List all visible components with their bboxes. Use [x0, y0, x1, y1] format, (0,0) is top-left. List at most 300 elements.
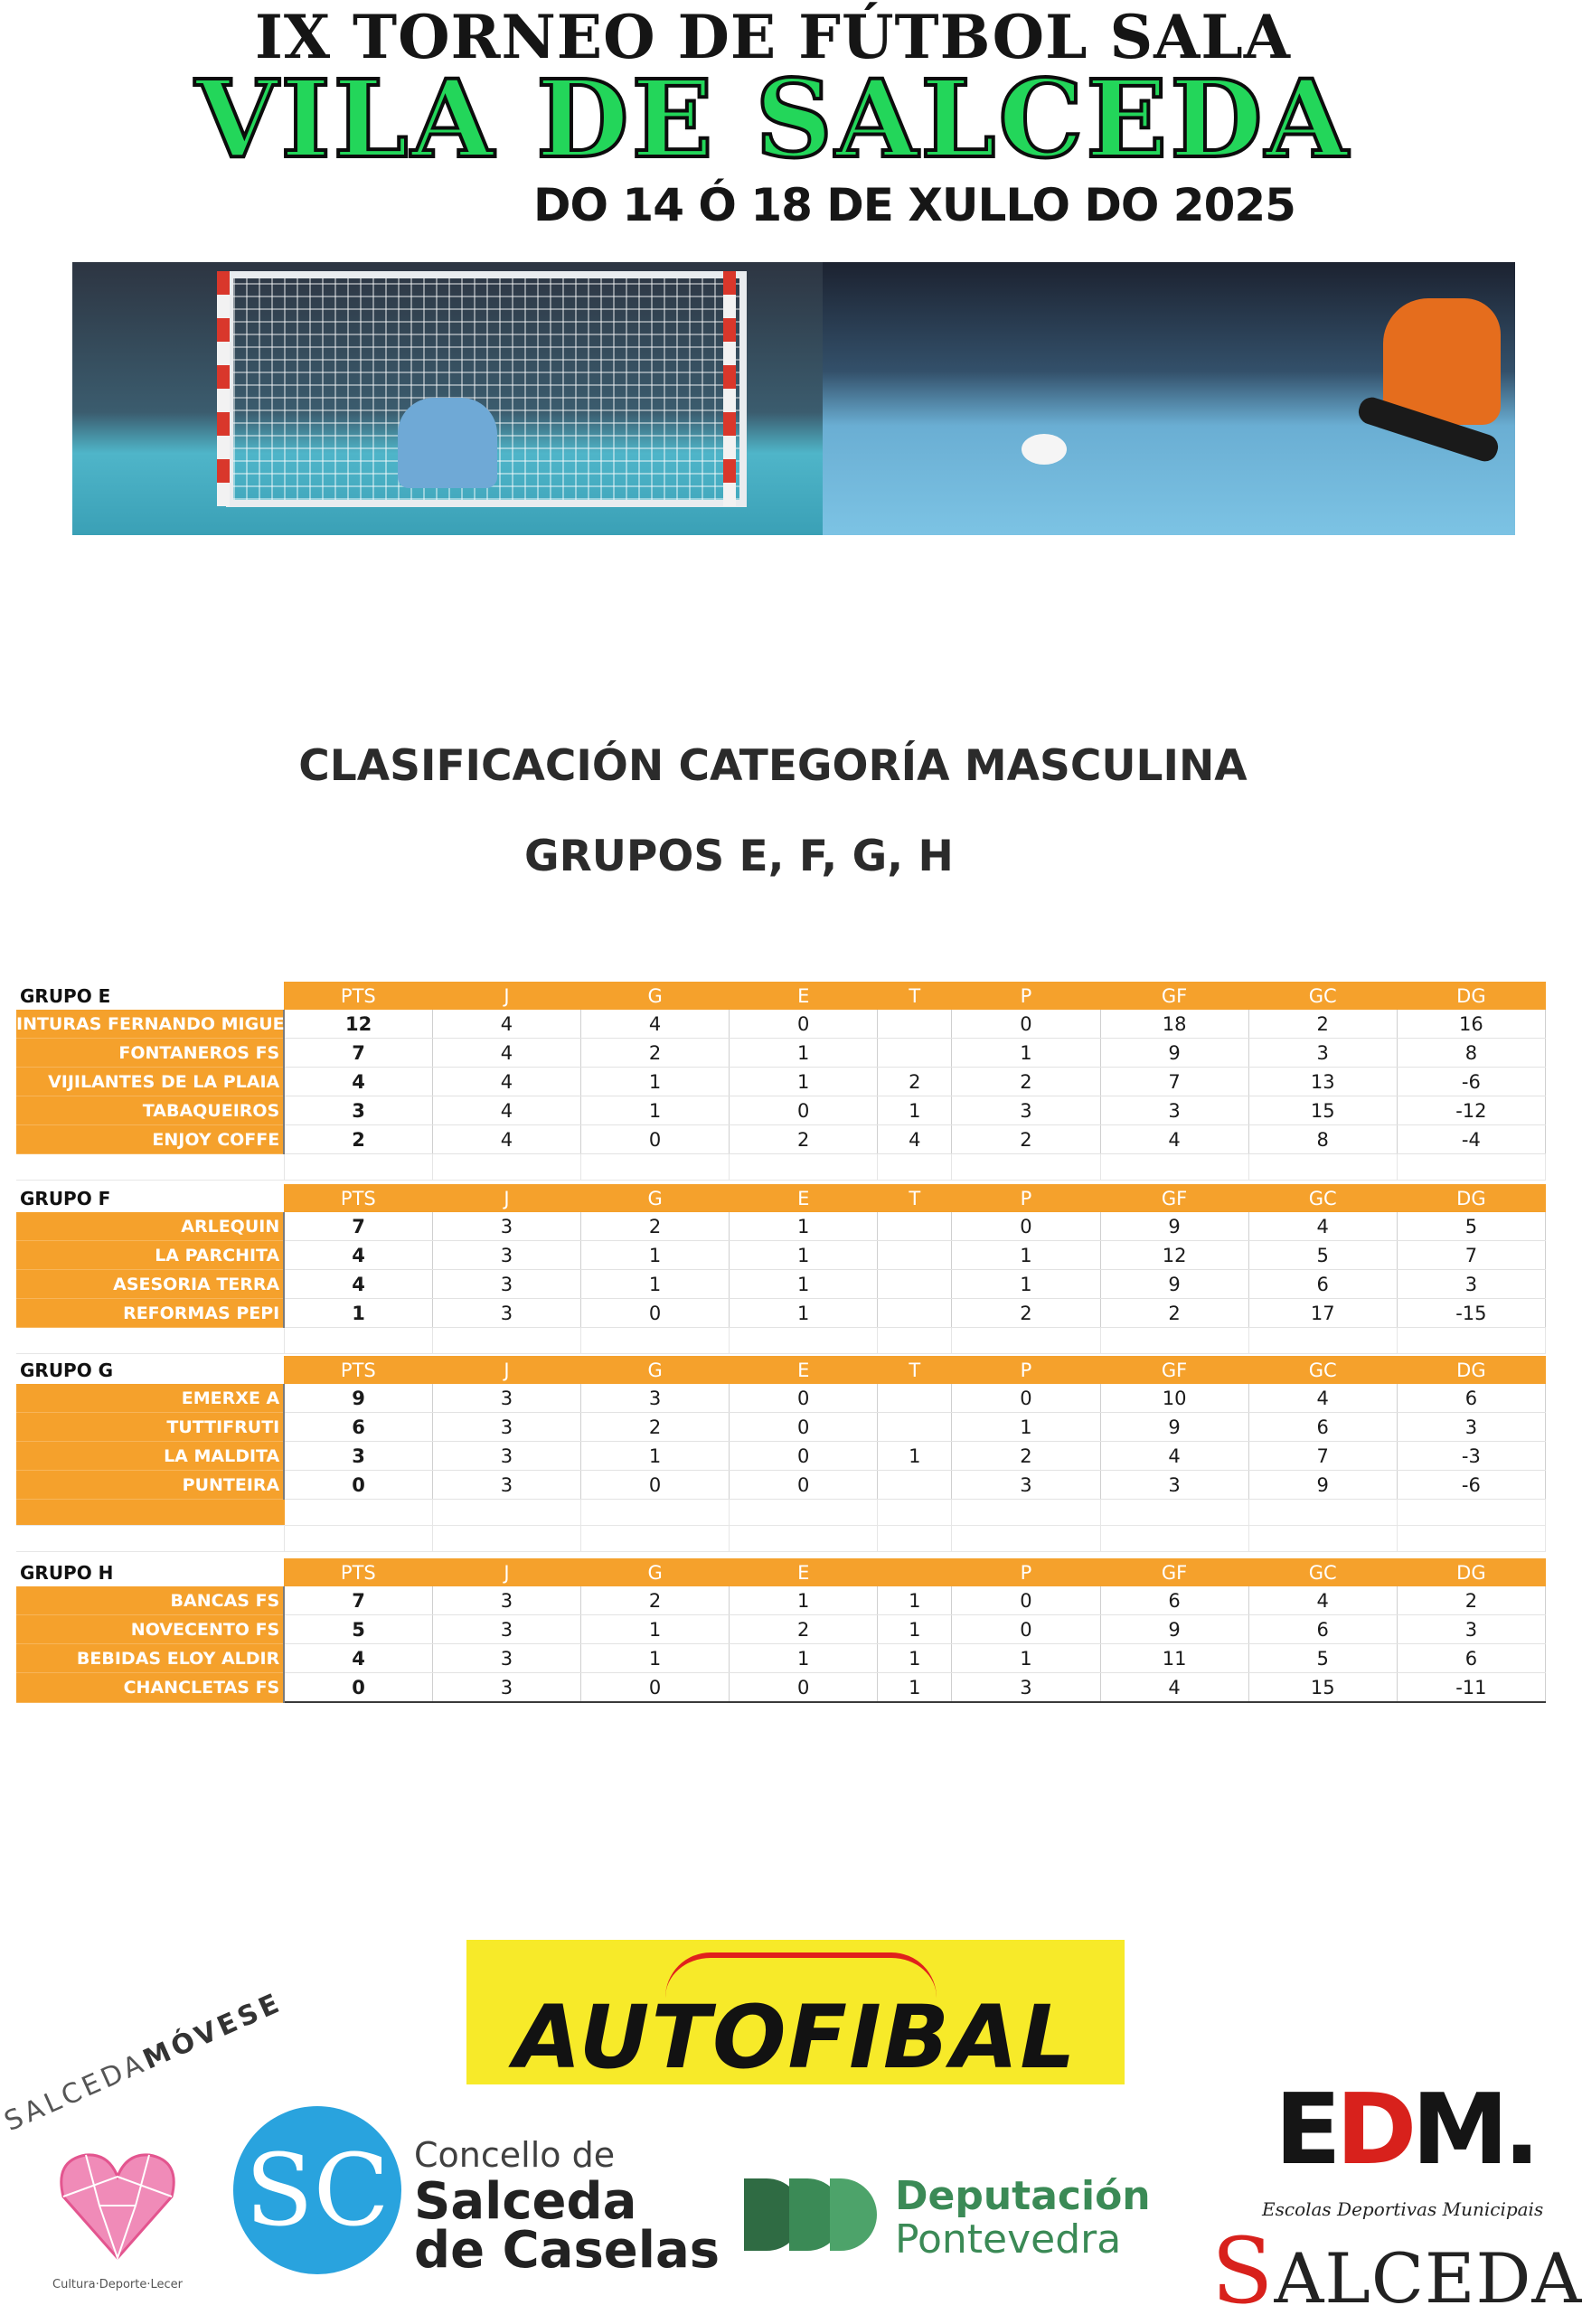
blank-cell — [581, 1500, 730, 1526]
blank-cell — [1248, 1526, 1397, 1552]
table-header-row — [16, 1184, 1546, 1212]
team-name: EMERXE A — [16, 1384, 284, 1413]
cell-g: 0 — [581, 1125, 730, 1154]
cell-pts: 4 — [284, 1241, 432, 1270]
cell-g: 1 — [581, 1068, 730, 1096]
column-header: GF — [1100, 1558, 1248, 1586]
goalkeeper-figure — [398, 398, 497, 488]
group-name: GRUPO G — [16, 1356, 284, 1384]
blank-cell — [284, 1500, 432, 1526]
cell-j: 3 — [432, 1442, 580, 1471]
blank-cell — [1397, 1154, 1545, 1181]
cell-p: 0 — [952, 1615, 1100, 1644]
team-name: PUNTEIRA — [16, 1471, 284, 1500]
blank-row — [16, 1526, 1546, 1552]
cell-j: 4 — [432, 1096, 580, 1125]
cell-gc: 5 — [1248, 1644, 1397, 1673]
cell-dg: 6 — [1397, 1384, 1545, 1413]
cell-t: 1 — [878, 1673, 952, 1703]
cell-dg: 6 — [1397, 1644, 1545, 1673]
edm-salceda-wordmark — [1211, 2218, 1582, 2324]
cell-t — [878, 1212, 952, 1241]
blank-cell — [1100, 1328, 1248, 1354]
table-row — [16, 1471, 1546, 1500]
blank-cell — [1100, 1154, 1248, 1181]
cell-pts: 5 — [284, 1615, 432, 1644]
cell-gf: 2 — [1100, 1299, 1248, 1328]
tournament-title: IX TORNEO DE FÚTBOL SALA — [254, 2, 1292, 72]
cell-e: 1 — [730, 1241, 878, 1270]
blank-cell — [1397, 1500, 1545, 1526]
team-name: LA MALDITA — [16, 1442, 284, 1471]
column-header — [878, 1558, 952, 1586]
cell-pts: 7 — [284, 1586, 432, 1615]
cell-dg: -4 — [1397, 1125, 1545, 1154]
column-header: E — [730, 1184, 878, 1212]
cell-p: 1 — [952, 1270, 1100, 1299]
cell-dg: 16 — [1397, 1010, 1545, 1039]
cell-gc: 6 — [1248, 1615, 1397, 1644]
cell-e: 0 — [730, 1010, 878, 1039]
movese-subtitle: Cultura·Deporte·Lecer — [52, 2278, 183, 2291]
cell-p: 2 — [952, 1299, 1100, 1328]
column-header: GF — [1100, 982, 1248, 1010]
cell-p: 1 — [952, 1241, 1100, 1270]
deputacion-label: Deputación — [895, 2173, 1151, 2219]
cell-t — [878, 1299, 952, 1328]
classification-title: CLASIFICACIÓN CATEGORÍA MASCULINA — [298, 741, 1248, 791]
cell-t — [878, 1039, 952, 1068]
column-header: T — [878, 982, 952, 1010]
cell-j: 4 — [432, 1125, 580, 1154]
table-row — [16, 1241, 1546, 1270]
ball-icon — [1022, 434, 1067, 465]
column-header: PTS — [284, 982, 432, 1010]
column-header: T — [878, 1184, 952, 1212]
cell-g: 2 — [581, 1586, 730, 1615]
cell-g: 3 — [581, 1384, 730, 1413]
cell-e: 0 — [730, 1442, 878, 1471]
cell-p: 3 — [952, 1673, 1100, 1703]
team-name: TABAQUEIROS — [16, 1096, 284, 1125]
cell-t: 1 — [878, 1442, 952, 1471]
cell-dg: 8 — [1397, 1039, 1545, 1068]
cell-j: 3 — [432, 1299, 580, 1328]
blank-cell — [878, 1526, 952, 1552]
deputacion-logo-icon — [739, 2169, 875, 2260]
team-name: TUTTIFRUTI — [16, 1413, 284, 1442]
cell-e: 0 — [730, 1413, 878, 1442]
blank-cell — [1100, 1526, 1248, 1552]
cell-pts: 12 — [284, 1010, 432, 1039]
table-header-row — [16, 982, 1546, 1010]
blank-cell — [1397, 1328, 1545, 1354]
concello-label: Concello de — [414, 2135, 616, 2175]
column-header: GC — [1248, 1558, 1397, 1586]
blank-cell — [1100, 1500, 1248, 1526]
column-header: PTS — [284, 1558, 432, 1586]
cell-gf: 6 — [1100, 1586, 1248, 1615]
cell-pts: 7 — [284, 1212, 432, 1241]
cell-g: 1 — [581, 1241, 730, 1270]
column-header: DG — [1397, 1356, 1545, 1384]
cell-e: 1 — [730, 1212, 878, 1241]
cell-gc: 8 — [1248, 1125, 1397, 1154]
table-header-row — [16, 1558, 1546, 1586]
blank-cell — [432, 1328, 580, 1354]
cell-g: 0 — [581, 1299, 730, 1328]
cell-gc: 2 — [1248, 1010, 1397, 1039]
cell-e: 1 — [730, 1270, 878, 1299]
table-row — [16, 1442, 1546, 1471]
team-name: ENJOY COFFE — [16, 1125, 284, 1154]
cell-gf: 18 — [1100, 1010, 1248, 1039]
cell-j: 3 — [432, 1413, 580, 1442]
cell-dg: 7 — [1397, 1241, 1545, 1270]
cell-gf: 9 — [1100, 1615, 1248, 1644]
player-kicking-photo — [823, 262, 1515, 535]
cell-pts: 6 — [284, 1413, 432, 1442]
column-header: J — [432, 1184, 580, 1212]
cell-pts: 7 — [284, 1039, 432, 1068]
movese-top-text: SALCEDA — [0, 2046, 152, 2138]
blank-cell — [730, 1154, 878, 1181]
cell-g: 0 — [581, 1673, 730, 1703]
column-header: DG — [1397, 1184, 1545, 1212]
cell-gc: 13 — [1248, 1068, 1397, 1096]
cell-t: 2 — [878, 1068, 952, 1096]
blank-cell — [284, 1154, 432, 1181]
cell-j: 3 — [432, 1471, 580, 1500]
cell-g: 1 — [581, 1442, 730, 1471]
cell-g: 1 — [581, 1096, 730, 1125]
autofibal-wordmark: AUTOFIBAL — [513, 1987, 1078, 2088]
cell-j: 3 — [432, 1212, 580, 1241]
table-row — [16, 1010, 1546, 1039]
cell-gc: 15 — [1248, 1096, 1397, 1125]
table-row — [16, 1270, 1546, 1299]
cell-j: 3 — [432, 1673, 580, 1703]
cell-p: 0 — [952, 1384, 1100, 1413]
cell-dg: -6 — [1397, 1471, 1545, 1500]
blank-cell — [952, 1328, 1100, 1354]
cell-j: 3 — [432, 1586, 580, 1615]
cell-t: 1 — [878, 1096, 952, 1125]
team-name: INTURAS FERNANDO MIGUEZ — [16, 1010, 284, 1039]
table-row — [16, 1384, 1546, 1413]
cell-g: 1 — [581, 1615, 730, 1644]
team-name: FONTANEROS FS — [16, 1039, 284, 1068]
table-row — [16, 1068, 1546, 1096]
cell-j: 3 — [432, 1384, 580, 1413]
table-row — [16, 1644, 1546, 1673]
column-header: T — [878, 1356, 952, 1384]
column-header: G — [581, 1558, 730, 1586]
cell-e: 2 — [730, 1125, 878, 1154]
blank-cell — [284, 1328, 432, 1354]
cell-t — [878, 1471, 952, 1500]
cell-g: 2 — [581, 1212, 730, 1241]
edm-m: M. — [1411, 2074, 1535, 2187]
column-header: PTS — [284, 1356, 432, 1384]
salceda-movese-wordmark — [0, 1987, 287, 2138]
column-header: G — [581, 982, 730, 1010]
cell-t: 1 — [878, 1644, 952, 1673]
standings-table — [16, 982, 1546, 1181]
table-row — [16, 1299, 1546, 1328]
cell-dg: 2 — [1397, 1586, 1545, 1615]
cell-e: 1 — [730, 1299, 878, 1328]
blank-cell — [432, 1500, 580, 1526]
blank-cell — [1248, 1154, 1397, 1181]
cell-gc: 9 — [1248, 1471, 1397, 1500]
concello-name-1: Salceda — [414, 2172, 637, 2231]
blank-cell — [878, 1500, 952, 1526]
cell-e: 1 — [730, 1644, 878, 1673]
cell-e: 2 — [730, 1615, 878, 1644]
column-header: J — [432, 1356, 580, 1384]
cell-t: 4 — [878, 1125, 952, 1154]
blank-cell — [952, 1154, 1100, 1181]
column-header: E — [730, 1558, 878, 1586]
blank-row — [16, 1500, 1546, 1526]
blank-cell — [432, 1526, 580, 1552]
column-header: PTS — [284, 1184, 432, 1212]
cell-gf: 3 — [1100, 1096, 1248, 1125]
cell-dg: -11 — [1397, 1673, 1545, 1703]
cell-e: 1 — [730, 1039, 878, 1068]
cell-g: 2 — [581, 1413, 730, 1442]
blank-cell — [1397, 1526, 1545, 1552]
team-name: ASESORIA TERRA — [16, 1270, 284, 1299]
tournament-dates: DO 14 Ó 18 DE XULLO DO 2025 — [533, 179, 1295, 231]
edm-logo — [1275, 2074, 1535, 2187]
blank-cell — [432, 1154, 580, 1181]
cell-dg: -12 — [1397, 1096, 1545, 1125]
blank-cell — [16, 1500, 284, 1526]
blank-cell — [952, 1500, 1100, 1526]
cell-gc: 5 — [1248, 1241, 1397, 1270]
cell-pts: 4 — [284, 1270, 432, 1299]
cell-gc: 7 — [1248, 1442, 1397, 1471]
cell-e: 1 — [730, 1586, 878, 1615]
banner-photo — [72, 262, 1515, 535]
cell-t — [878, 1384, 952, 1413]
cell-t — [878, 1010, 952, 1039]
team-name: NOVECENTO FS — [16, 1615, 284, 1644]
cell-p: 1 — [952, 1413, 1100, 1442]
column-header: GC — [1248, 1356, 1397, 1384]
cell-gc: 4 — [1248, 1212, 1397, 1241]
team-name: BANCAS FS — [16, 1586, 284, 1615]
cell-dg: 3 — [1397, 1413, 1545, 1442]
cell-p: 2 — [952, 1442, 1100, 1471]
table-row — [16, 1039, 1546, 1068]
edm-s: S — [1211, 2218, 1275, 2324]
cell-p: 2 — [952, 1125, 1100, 1154]
column-header: P — [952, 1558, 1100, 1586]
edm-d: D — [1335, 2074, 1412, 2187]
cell-gf: 12 — [1100, 1241, 1248, 1270]
cell-g: 1 — [581, 1644, 730, 1673]
team-name: ARLEQUIN — [16, 1212, 284, 1241]
cell-dg: 5 — [1397, 1212, 1545, 1241]
cell-p: 3 — [952, 1471, 1100, 1500]
cell-g: 0 — [581, 1471, 730, 1500]
cell-gf: 4 — [1100, 1673, 1248, 1703]
cell-gf: 9 — [1100, 1413, 1248, 1442]
cell-dg: -6 — [1397, 1068, 1545, 1096]
edm-e: E — [1275, 2074, 1336, 2187]
cell-gf: 11 — [1100, 1644, 1248, 1673]
deputacion-province: Pontevedra — [895, 2216, 1122, 2263]
heart-icon — [54, 2142, 181, 2269]
group-name: GRUPO E — [16, 982, 284, 1010]
cell-g: 1 — [581, 1270, 730, 1299]
column-header: J — [432, 982, 580, 1010]
cell-pts: 4 — [284, 1644, 432, 1673]
cell-j: 3 — [432, 1644, 580, 1673]
cell-gf: 10 — [1100, 1384, 1248, 1413]
cell-gf: 4 — [1100, 1442, 1248, 1471]
standings-table — [16, 1558, 1546, 1703]
column-header: P — [952, 1184, 1100, 1212]
standings-table — [16, 1356, 1546, 1552]
cell-j: 3 — [432, 1241, 580, 1270]
cell-pts: 3 — [284, 1442, 432, 1471]
blank-cell — [581, 1328, 730, 1354]
cell-g: 4 — [581, 1010, 730, 1039]
table-row — [16, 1673, 1546, 1703]
team-name: VIJILANTES DE LA PLAIA — [16, 1068, 284, 1096]
cell-gc: 17 — [1248, 1299, 1397, 1328]
cell-j: 4 — [432, 1039, 580, 1068]
cell-j: 4 — [432, 1068, 580, 1096]
table-row — [16, 1212, 1546, 1241]
blank-cell — [1248, 1328, 1397, 1354]
cell-gc: 4 — [1248, 1384, 1397, 1413]
cell-p: 1 — [952, 1039, 1100, 1068]
table-row — [16, 1413, 1546, 1442]
blank-cell — [878, 1328, 952, 1354]
tournament-name: VILA DE SALCEDA — [194, 56, 1351, 182]
cell-e: 0 — [730, 1384, 878, 1413]
group-name: GRUPO F — [16, 1184, 284, 1212]
cell-t: 1 — [878, 1615, 952, 1644]
cell-gf: 7 — [1100, 1068, 1248, 1096]
blank-cell — [1248, 1500, 1397, 1526]
blank-cell — [730, 1500, 878, 1526]
cell-p: 0 — [952, 1586, 1100, 1615]
column-header: E — [730, 1356, 878, 1384]
table-header-row — [16, 1356, 1546, 1384]
cell-p: 1 — [952, 1644, 1100, 1673]
cell-dg: -15 — [1397, 1299, 1545, 1328]
cell-pts: 9 — [284, 1384, 432, 1413]
cell-e: 0 — [730, 1673, 878, 1703]
blank-cell — [730, 1328, 878, 1354]
cell-g: 2 — [581, 1039, 730, 1068]
cell-t — [878, 1270, 952, 1299]
blank-row — [16, 1328, 1546, 1354]
cell-p: 3 — [952, 1096, 1100, 1125]
cell-e: 0 — [730, 1471, 878, 1500]
concello-name-2: de Caselas — [414, 2221, 720, 2280]
group-name: GRUPO H — [16, 1558, 284, 1586]
cell-t: 1 — [878, 1586, 952, 1615]
cell-gf: 9 — [1100, 1270, 1248, 1299]
cell-gf: 3 — [1100, 1471, 1248, 1500]
column-header: J — [432, 1558, 580, 1586]
column-header: G — [581, 1356, 730, 1384]
blank-cell — [581, 1154, 730, 1181]
column-header: E — [730, 982, 878, 1010]
cell-p: 0 — [952, 1212, 1100, 1241]
cell-dg: -3 — [1397, 1442, 1545, 1471]
cell-t — [878, 1241, 952, 1270]
edm-subtitle: Escolas Deportivas Municipais — [1262, 2198, 1544, 2220]
blank-cell — [16, 1154, 284, 1181]
movese-bold-text: MÓVESE — [138, 1986, 287, 2076]
cell-j: 3 — [432, 1270, 580, 1299]
team-name: LA PARCHITA — [16, 1241, 284, 1270]
blank-cell — [952, 1526, 1100, 1552]
goalkeeper-photo — [72, 262, 823, 535]
column-header: GF — [1100, 1184, 1248, 1212]
blank-cell — [730, 1526, 878, 1552]
cell-pts: 0 — [284, 1673, 432, 1703]
table-row — [16, 1615, 1546, 1644]
cell-gc: 3 — [1248, 1039, 1397, 1068]
column-header: GC — [1248, 982, 1397, 1010]
cell-j: 3 — [432, 1615, 580, 1644]
cell-j: 4 — [432, 1010, 580, 1039]
cell-gf: 9 — [1100, 1212, 1248, 1241]
goal-post-right — [723, 271, 736, 506]
cell-gc: 4 — [1248, 1586, 1397, 1615]
cell-gf: 4 — [1100, 1125, 1248, 1154]
column-header: P — [952, 1356, 1100, 1384]
cell-dg: 3 — [1397, 1270, 1545, 1299]
blank-cell — [581, 1526, 730, 1552]
table-row — [16, 1096, 1546, 1125]
team-name: REFORMAS PEPI — [16, 1299, 284, 1328]
cell-pts: 2 — [284, 1125, 432, 1154]
table-row — [16, 1125, 1546, 1154]
column-header: G — [581, 1184, 730, 1212]
goal-post-left — [217, 271, 230, 506]
blank-cell — [16, 1328, 284, 1354]
cell-gc: 6 — [1248, 1270, 1397, 1299]
cell-p: 2 — [952, 1068, 1100, 1096]
blank-row — [16, 1154, 1546, 1181]
blank-cell — [284, 1526, 432, 1552]
cell-pts: 1 — [284, 1299, 432, 1328]
column-header: DG — [1397, 1558, 1545, 1586]
team-name: CHANCLETAS FS — [16, 1673, 284, 1703]
cell-gc: 6 — [1248, 1413, 1397, 1442]
cell-dg: 3 — [1397, 1615, 1545, 1644]
cell-p: 0 — [952, 1010, 1100, 1039]
cell-e: 0 — [730, 1096, 878, 1125]
team-name: BEBIDAS ELOY ALDIR — [16, 1644, 284, 1673]
table-row — [16, 1586, 1546, 1615]
edm-alceda: ALCEDA — [1274, 2238, 1582, 2319]
cell-gf: 9 — [1100, 1039, 1248, 1068]
groups-subtitle: GRUPOS E, F, G, H — [524, 832, 954, 881]
autofibal-logo — [466, 1940, 1125, 2088]
cell-pts: 3 — [284, 1096, 432, 1125]
